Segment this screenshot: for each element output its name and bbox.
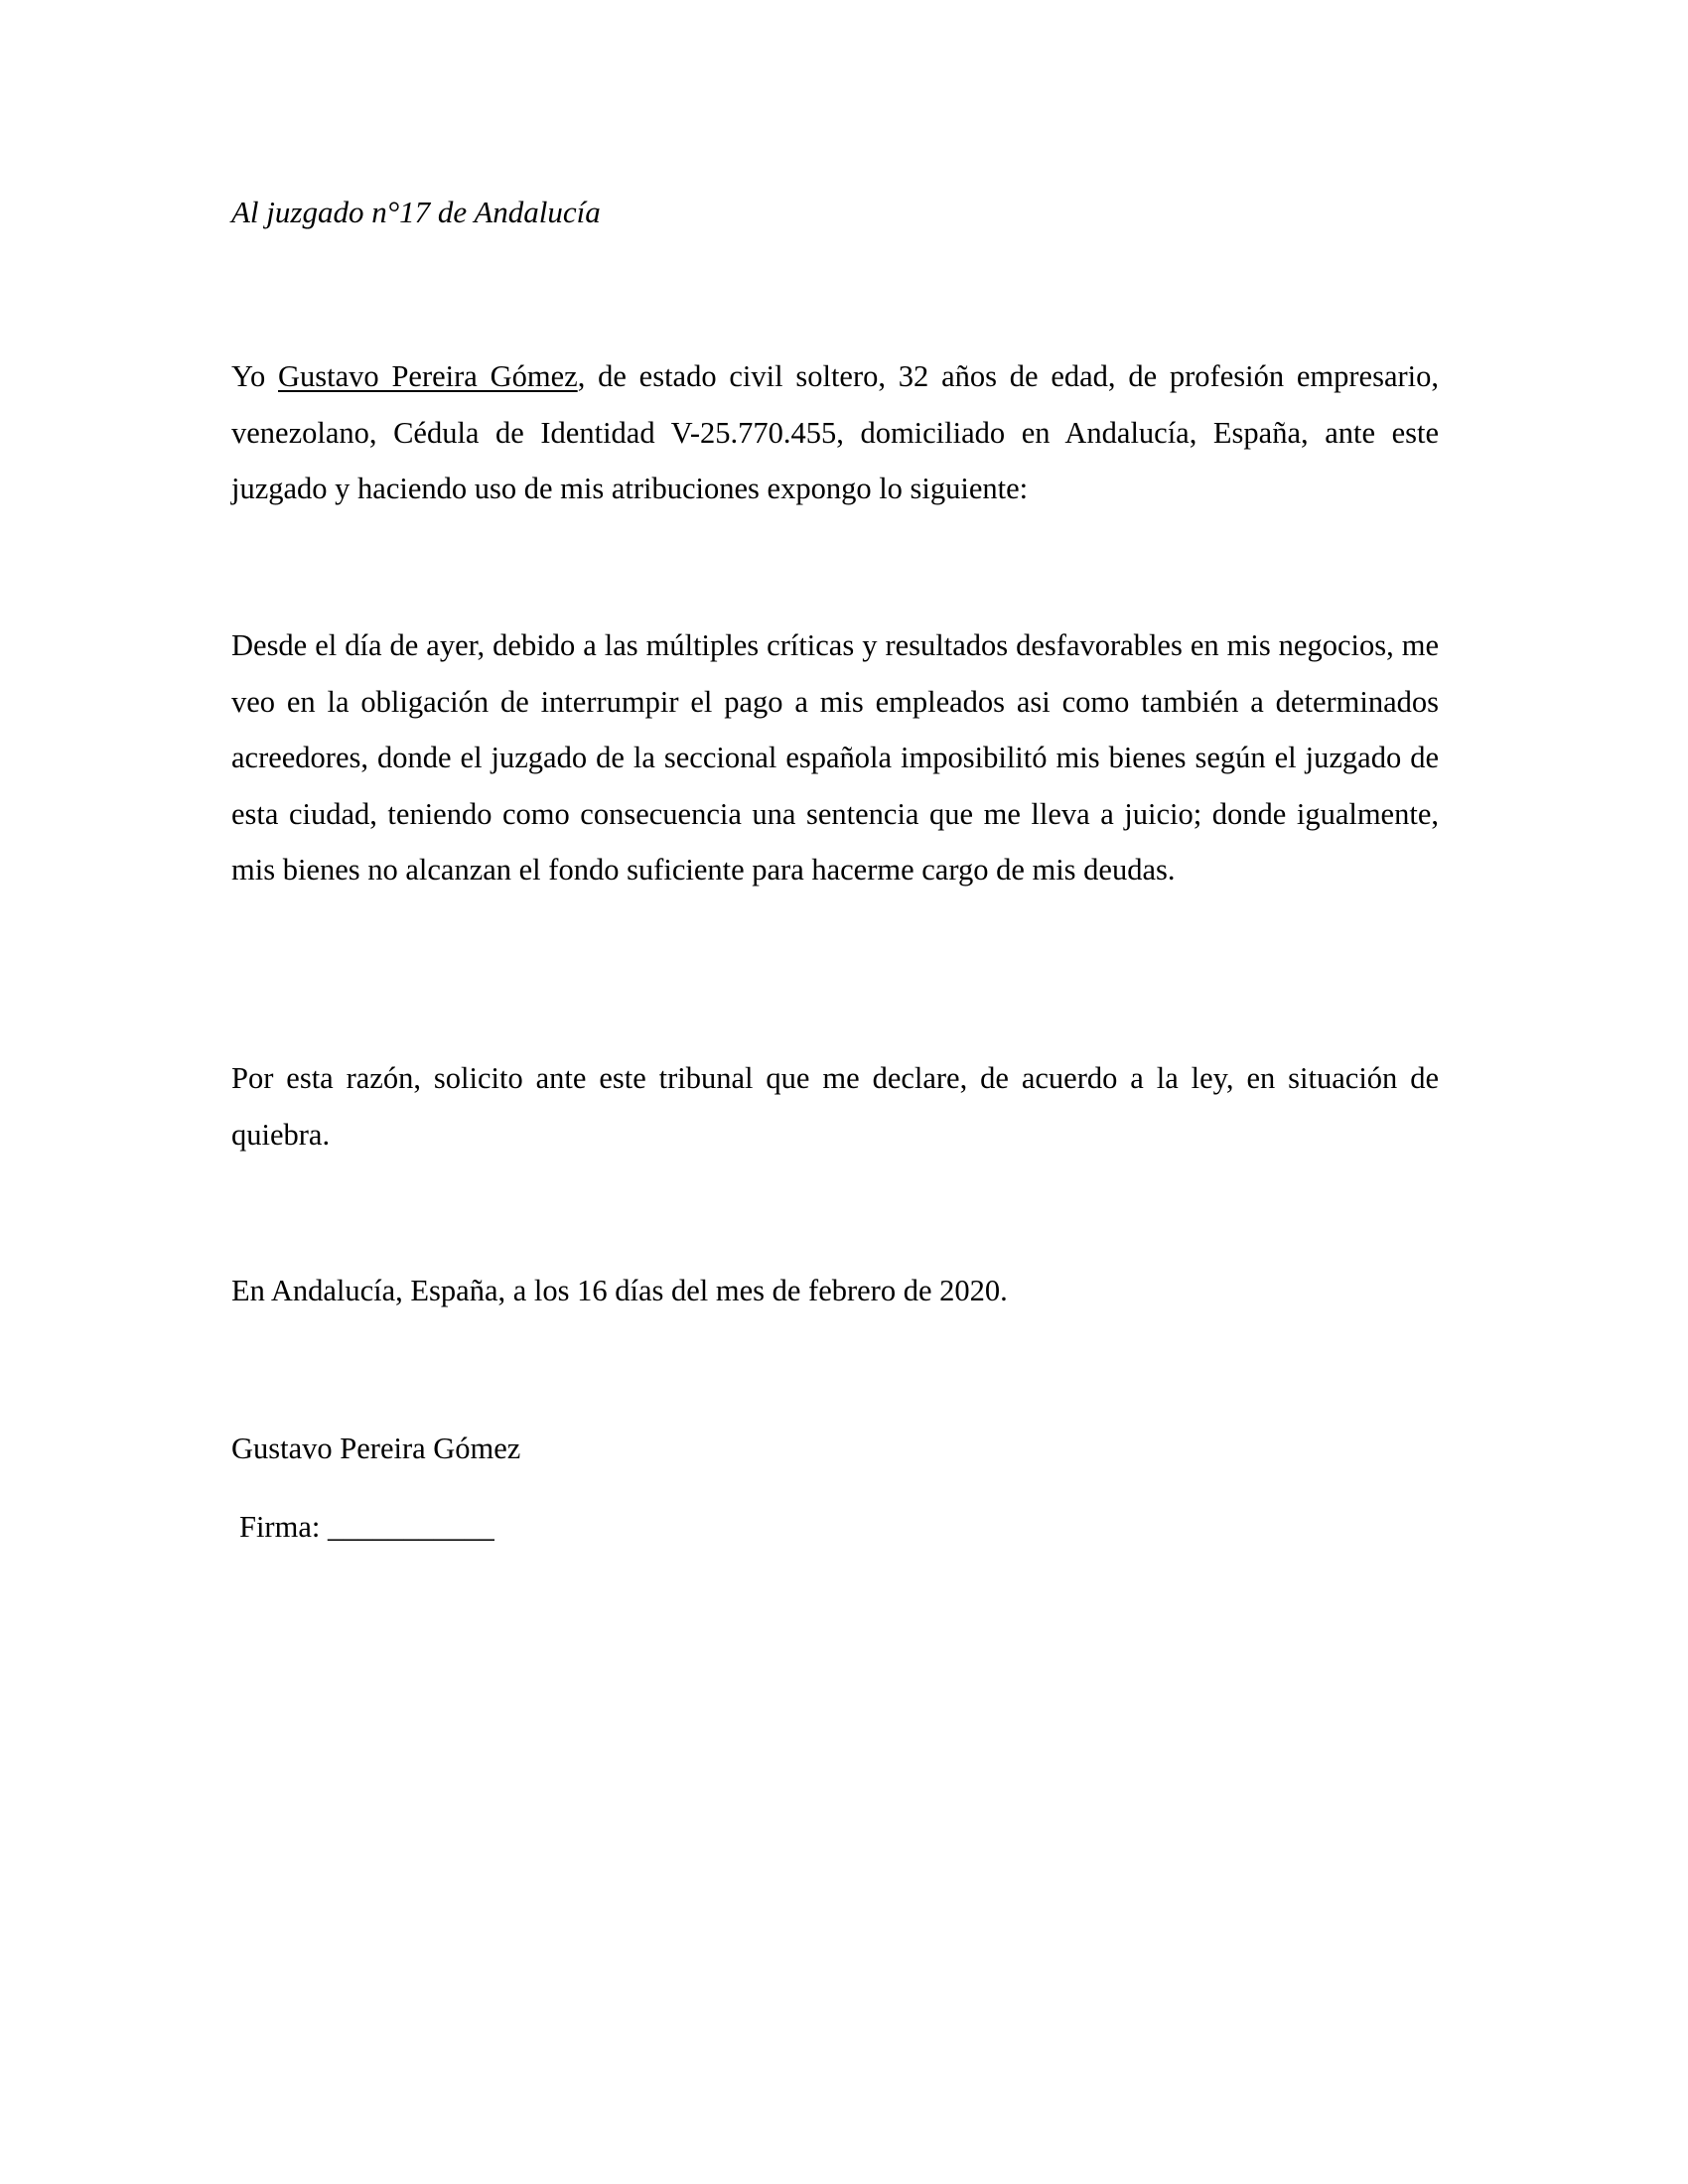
intro-prefix: Yo [231,359,279,393]
signature-line: Firma: ___________ [239,1510,494,1544]
addressee-line: Al juzgado n°17 de Andalucía [231,195,601,229]
applicant-name: Gustavo Pereira Gómez [278,359,578,393]
request-paragraph: Por esta razón, solicito ante este tribunal que me declare, de acuerdo a la ley, en situación de quiebra. [231,1061,1439,1152]
signature-name: Gustavo Pereira Gómez [231,1432,521,1465]
intro-paragraph [231,348,1439,517]
intro-rest: , de estado civil soltero, 32 años de edad, de profesión empresario, venezolano, Cédula de Identidad V-25.770.455, domiciliado en Andalucía, España, ante este juzgado y haciendo uso de mis atribuciones expongo lo siguiente: [231,359,1439,505]
body-paragraph: Desde el día de ayer, debido a las múltiples críticas y resultados desfavorables en mis negocios, me veo en la obligación de interrumpir el pago a mis empleados asi como también a determinados acreedores, donde el juzgado de la seccional española imposibilitó mis bienes según el juzgado de esta ciudad, teniendo como consecuencia una sentencia que me lleva a juicio; donde igualmente, mis bienes no alcanzan el fondo suficiente para hacerme cargo de mis deudas. [231,628,1439,887]
place-date-line: En Andalucía, España, a los 16 días del mes de febrero de 2020. [231,1274,1008,1307]
